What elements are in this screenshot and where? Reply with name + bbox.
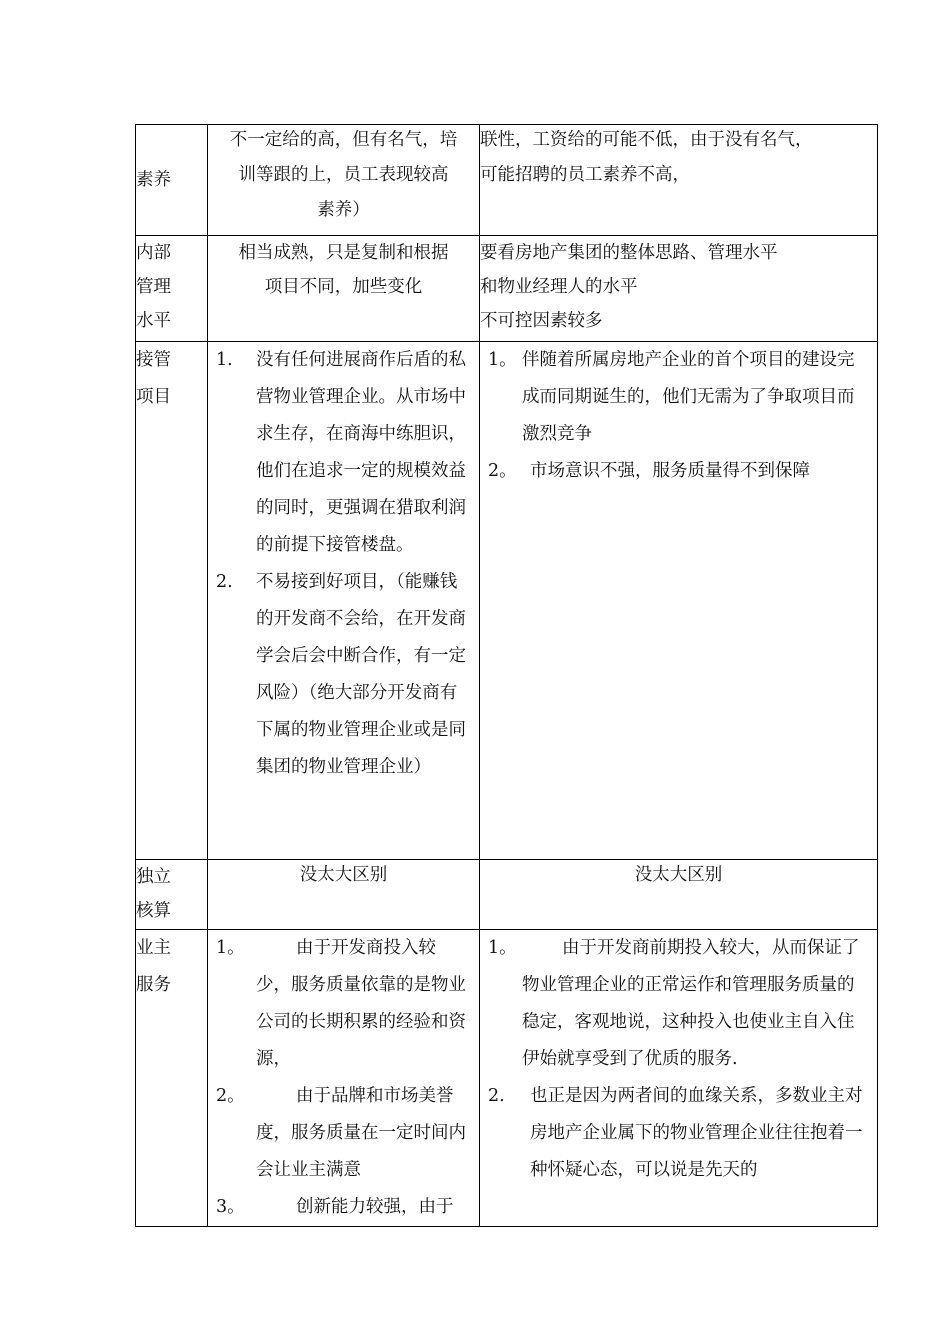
table-row (136, 860, 878, 930)
list-item: 1. 没有任何进展商作后盾的私营物业管理企业。从市场中求生存，在商海中练胆识，他们在追求一定的规模效益的同时，更强调在猎取利润的前提下接管楼盘。 (216, 350, 466, 555)
row-label: 业主 服务 (136, 930, 208, 1227)
table-row (136, 125, 878, 236)
right-cell (480, 342, 878, 860)
list-item: 1。 伴随着所属房地产企业的首个项目的建设完成而同期诞生的，他们无需为了争取项目而激烈竞争 (488, 350, 855, 444)
list-item: 2。 市场意识不强，服务质量得不到保障 (488, 461, 810, 481)
right-cell (480, 930, 878, 1227)
left-cell (208, 930, 480, 1227)
list-item: 2. 不易接到好项目，（能赚钱的开发商不会给，在开发商学会后会中断合作，有一定风险）（绝大部分开发商有下属的物业管理企业或是同集团的物业管理企业） (216, 572, 466, 777)
list-item: 1。 由于开发商投入较少，服务质量依靠的是物业公司的长期积累的经验和资源， (216, 938, 466, 1069)
right-cell: 没太大区别 (480, 860, 878, 930)
comparison-table (135, 124, 878, 1227)
right-cell: 要看房地产集团的整体思路、管理水平 和物业经理人的水平 不可控因素较多 (480, 236, 878, 342)
table-row (136, 236, 878, 342)
right-cell: 联性，工资给的可能不低，由于没有名气， 可能招聘的员工素养不高， (480, 125, 878, 236)
row-label: 独立 核算 (136, 860, 208, 930)
left-cell (208, 342, 480, 860)
list-item: 2。 由于品牌和市场美誉度，服务质量在一定时间内会让业主满意 (216, 1086, 466, 1180)
list-item: 1。 由于开发商前期投入较大，从而保证了物业管理企业的正常运作和管理服务质量的稳定，客观地说，这种投入也使业主自入住伊始就享受到了优质的服务. (488, 938, 860, 1069)
left-cell: 不一定给的高，但有名气，培 训等跟的上，员工表现较高 素养） (208, 125, 480, 236)
list-item: 3。 创新能力较强，由于 (216, 1197, 454, 1217)
left-cell: 没太大区别 (208, 860, 480, 930)
row-label: 内部 管理 水平 (136, 236, 208, 342)
row-label: 接管 项目 (136, 342, 208, 860)
table-row (136, 930, 878, 1227)
row-label: 素养 (136, 125, 208, 236)
table-row (136, 342, 878, 860)
left-cell: 相当成熟，只是复制和根据 项目不同，加些变化 (208, 236, 480, 342)
list-item: 2. 也正是因为两者间的血缘关系，多数业主对房地产企业属下的物业管理企业往往抱着一种怀疑心态，可以说是先天的 (488, 1086, 863, 1180)
